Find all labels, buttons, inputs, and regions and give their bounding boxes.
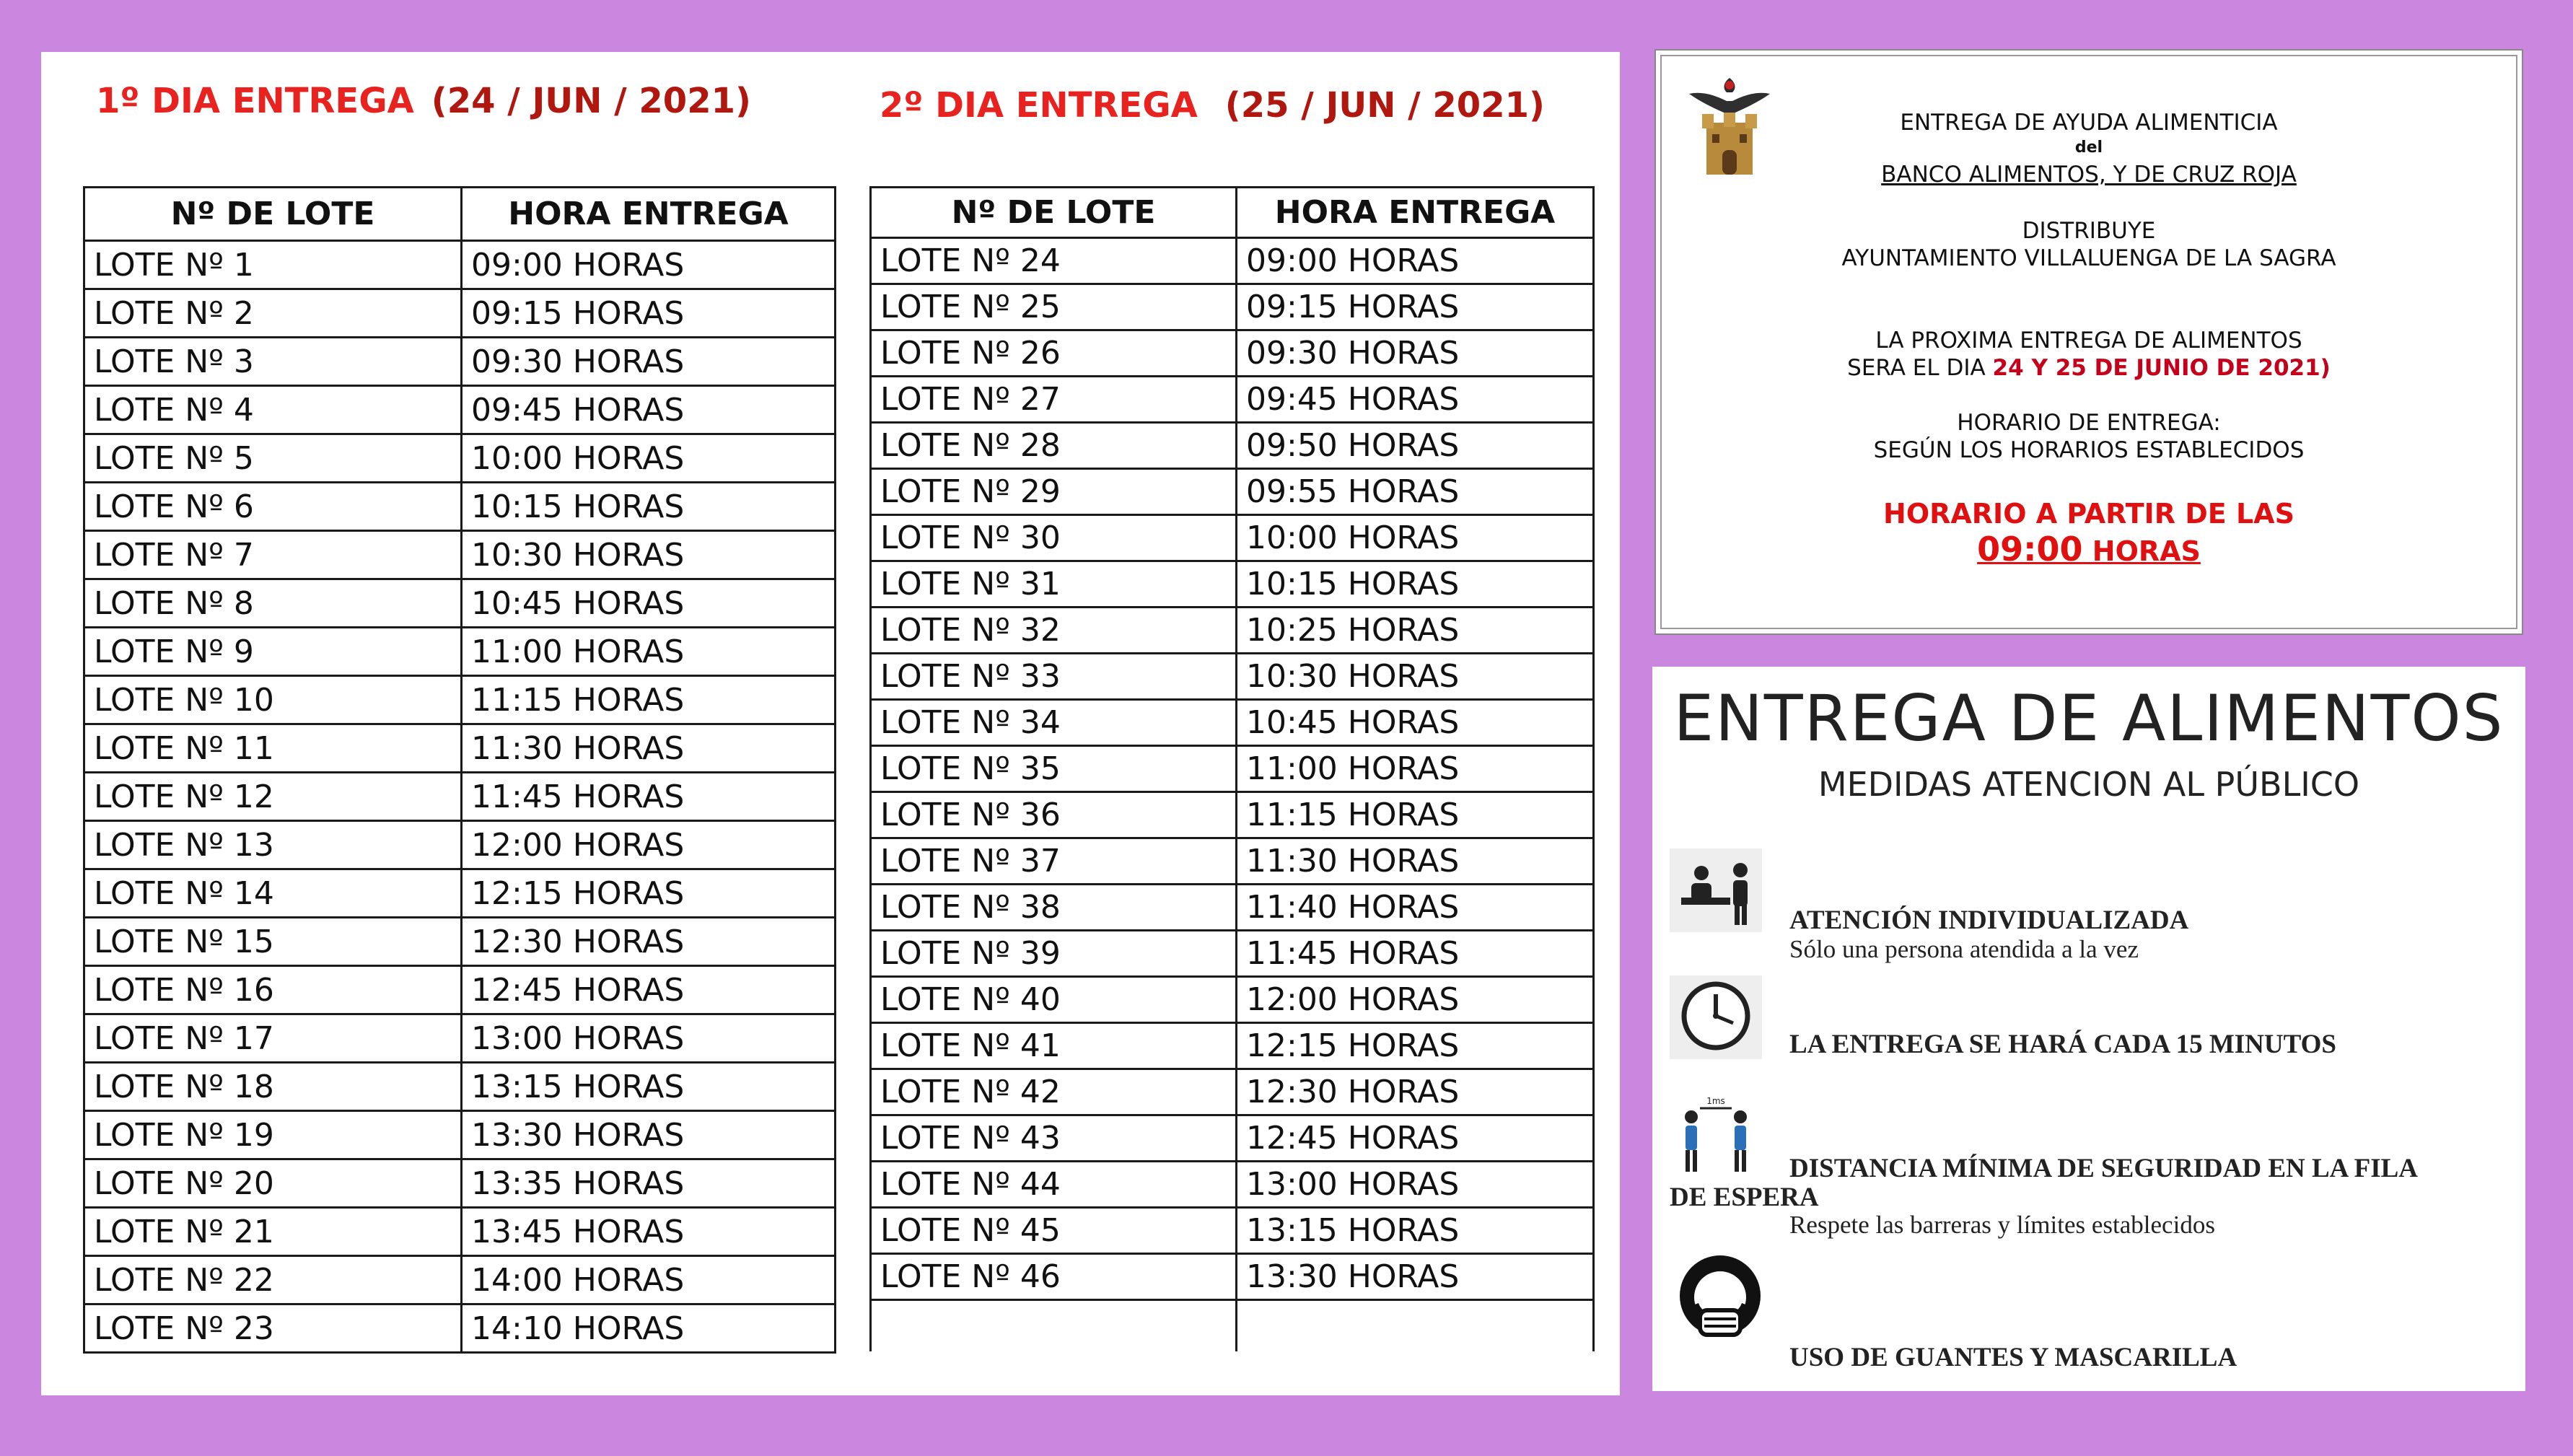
- table-row: [871, 515, 1594, 561]
- lote-cell: LOTE Nº 30: [871, 515, 1237, 561]
- lote-cell: LOTE Nº 35: [871, 746, 1237, 792]
- table-row: [84, 966, 836, 1014]
- clock-icon: [1670, 975, 1762, 1059]
- day1-schedule-table: [83, 186, 836, 1354]
- hora-cell: 13:00 HORAS: [1237, 1162, 1594, 1208]
- table-row: [84, 773, 836, 821]
- table-row: [871, 792, 1594, 838]
- column-header-lote: Nº DE LOTE: [84, 188, 462, 241]
- hora-cell: 10:45 HORAS: [1237, 700, 1594, 746]
- hora-cell: 12:15 HORAS: [462, 869, 836, 918]
- lote-cell: LOTE Nº 34: [871, 700, 1237, 746]
- hora-cell: 10:30 HORAS: [1237, 654, 1594, 700]
- lote-cell: LOTE Nº 15: [84, 918, 462, 966]
- hora-cell: 10:15 HORAS: [1237, 561, 1594, 608]
- table-row: [871, 838, 1594, 885]
- notice-line-11: [1656, 530, 2522, 569]
- notice-line-3: BANCO ALIMENTOS, Y DE CRUZ ROJA: [1881, 162, 2297, 188]
- hora-cell: 12:45 HORAS: [462, 966, 836, 1014]
- hora-cell: 10:00 HORAS: [462, 434, 836, 483]
- hora-cell: 09:55 HORAS: [1237, 469, 1594, 515]
- hora-cell: 09:30 HORAS: [462, 338, 836, 386]
- lote-cell: LOTE Nº 10: [84, 676, 462, 724]
- hora-cell: 09:00 HORAS: [462, 241, 836, 289]
- hora-cell: 11:40 HORAS: [1237, 885, 1594, 931]
- day1-heading: [96, 81, 751, 121]
- table-row: [871, 885, 1594, 931]
- hora-cell: 12:30 HORAS: [462, 918, 836, 966]
- table-row: [84, 579, 836, 628]
- empty-table-row: [871, 1300, 1594, 1352]
- lote-cell: LOTE Nº 18: [84, 1063, 462, 1111]
- lote-cell: LOTE Nº 36: [871, 792, 1237, 838]
- notice-dates: 24 Y 25 DE JUNIO DE 2021): [1992, 355, 2331, 381]
- lote-cell: LOTE Nº 1: [84, 241, 462, 289]
- day1-date: (24 / JUN / 2021): [431, 81, 751, 121]
- face-mask-icon: [1670, 1250, 1771, 1351]
- hora-cell: 11:45 HORAS: [1237, 931, 1594, 977]
- table-row: [84, 483, 836, 531]
- hora-cell: 09:30 HORAS: [1237, 330, 1594, 377]
- table-row: [84, 1063, 836, 1111]
- hora-cell: 12:00 HORAS: [462, 821, 836, 869]
- lote-cell: LOTE Nº 6: [84, 483, 462, 531]
- lote-cell: LOTE Nº 46: [871, 1254, 1237, 1300]
- table-row: [84, 338, 836, 386]
- lote-cell: LOTE Nº 27: [871, 377, 1237, 423]
- hora-cell: 13:15 HORAS: [1237, 1208, 1594, 1254]
- table-row: [871, 1208, 1594, 1254]
- lote-cell: LOTE Nº 40: [871, 977, 1237, 1023]
- delivery-notice: [1654, 49, 2523, 635]
- table-row: [871, 238, 1594, 284]
- hora-cell: 11:00 HORAS: [462, 628, 836, 676]
- measure-1-heading: ATENCIÓN INDIVIDUALIZADA: [1789, 905, 2189, 935]
- lote-cell: LOTE Nº 23: [84, 1304, 462, 1353]
- table-row: [871, 931, 1594, 977]
- lote-cell: LOTE Nº 19: [84, 1111, 462, 1159]
- lote-cell: LOTE Nº 5: [84, 434, 462, 483]
- lote-cell: LOTE Nº 41: [871, 1023, 1237, 1069]
- notice-line-10: HORARIO A PARTIR DE LAS: [1883, 498, 2294, 530]
- hora-cell: 11:30 HORAS: [462, 724, 836, 773]
- lote-cell: LOTE Nº 16: [84, 966, 462, 1014]
- table-row: [871, 469, 1594, 515]
- table-row: [84, 676, 836, 724]
- measure-3-heading: DISTANCIA MÍNIMA DE SEGURIDAD EN LA FILA: [1789, 1154, 2418, 1183]
- table-row: [871, 423, 1594, 469]
- table-row: [871, 330, 1594, 377]
- hora-cell: 09:15 HORAS: [462, 289, 836, 338]
- day2-heading: [880, 85, 1545, 126]
- table-row: [871, 654, 1594, 700]
- table-row: [871, 284, 1594, 330]
- table-row: [84, 724, 836, 773]
- notice-horas: HORAS: [2082, 535, 2201, 567]
- lote-cell: LOTE Nº 39: [871, 931, 1237, 977]
- lote-cell: LOTE Nº 45: [871, 1208, 1237, 1254]
- table-row: [84, 628, 836, 676]
- table-row: [871, 1069, 1594, 1115]
- table-row: [871, 561, 1594, 608]
- lote-cell: LOTE Nº 38: [871, 885, 1237, 931]
- table-row: [84, 289, 836, 338]
- lote-cell: LOTE Nº 14: [84, 869, 462, 918]
- lote-cell: LOTE Nº 24: [871, 238, 1237, 284]
- table-row: [84, 918, 836, 966]
- hora-cell: 09:50 HORAS: [1237, 423, 1594, 469]
- notice-line-9: SEGÚN LOS HORARIOS ESTABLECIDOS: [1873, 437, 2305, 463]
- table-row: [84, 386, 836, 434]
- hora-cell: 11:15 HORAS: [462, 676, 836, 724]
- notice-line-8: HORARIO DE ENTREGA:: [1957, 410, 2221, 436]
- hora-cell: 13:15 HORAS: [462, 1063, 836, 1111]
- hora-cell: 12:45 HORAS: [1237, 1115, 1594, 1162]
- lote-cell: LOTE Nº 25: [871, 284, 1237, 330]
- lote-cell: LOTE Nº 17: [84, 1014, 462, 1063]
- measure-3-desc: Respete las barreras y límites establecidos: [1789, 1211, 2215, 1239]
- table-row: [84, 821, 836, 869]
- hora-cell: 11:45 HORAS: [462, 773, 836, 821]
- empty-cell: [871, 1300, 1237, 1352]
- hora-cell: 11:30 HORAS: [1237, 838, 1594, 885]
- table-row: [871, 977, 1594, 1023]
- column-header-hora: HORA ENTREGA: [462, 188, 836, 241]
- notice-line-2: del: [2074, 139, 2103, 157]
- distance-label: 1ms: [1706, 1096, 1725, 1106]
- hora-cell: 09:00 HORAS: [1237, 238, 1594, 284]
- measures-panel: [1652, 667, 2525, 1391]
- measure-3-heading-cont: DE ESPERA: [1670, 1183, 1819, 1212]
- lote-cell: LOTE Nº 7: [84, 531, 462, 579]
- hora-cell: 13:30 HORAS: [462, 1111, 836, 1159]
- lote-cell: LOTE Nº 13: [84, 821, 462, 869]
- notice-line-4: DISTRIBUYE: [2022, 218, 2156, 244]
- measure-2-heading: LA ENTREGA SE HARÁ CADA 15 MINUTOS: [1789, 1030, 2336, 1059]
- hora-cell: 13:35 HORAS: [462, 1159, 836, 1208]
- hora-cell: 09:45 HORAS: [462, 386, 836, 434]
- hora-cell: 11:00 HORAS: [1237, 746, 1594, 792]
- day2-schedule-table: [869, 186, 1595, 1351]
- lote-cell: LOTE Nº 21: [84, 1208, 462, 1256]
- day2-date: (25 / JUN / 2021): [1224, 85, 1545, 126]
- notice-line-1: ENTREGA DE AYUDA ALIMENTICIA: [1900, 110, 2278, 136]
- table-row: [871, 1023, 1594, 1069]
- hora-cell: 10:25 HORAS: [1237, 608, 1594, 654]
- measures-subtitle: MEDIDAS ATENCION AL PÚBLICO: [1818, 765, 2360, 804]
- table-row: [84, 1159, 836, 1208]
- hora-cell: 10:00 HORAS: [1237, 515, 1594, 561]
- empty-cell: [1237, 1300, 1594, 1352]
- hora-cell: 13:30 HORAS: [1237, 1254, 1594, 1300]
- lote-cell: LOTE Nº 37: [871, 838, 1237, 885]
- hora-cell: 10:30 HORAS: [462, 531, 836, 579]
- lote-cell: LOTE Nº 3: [84, 338, 462, 386]
- lote-cell: LOTE Nº 42: [871, 1069, 1237, 1115]
- lote-cell: LOTE Nº 28: [871, 423, 1237, 469]
- lote-cell: LOTE Nº 9: [84, 628, 462, 676]
- hora-cell: 12:15 HORAS: [1237, 1023, 1594, 1069]
- hora-cell: 09:45 HORAS: [1237, 377, 1594, 423]
- measure-4-heading: USO DE GUANTES Y MASCARILLA: [1789, 1343, 2237, 1372]
- lote-cell: LOTE Nº 11: [84, 724, 462, 773]
- schedule-panel: [41, 52, 1620, 1395]
- table-row: [84, 1014, 836, 1063]
- table-row: [84, 434, 836, 483]
- lote-cell: LOTE Nº 4: [84, 386, 462, 434]
- lote-cell: LOTE Nº 26: [871, 330, 1237, 377]
- hora-cell: 14:00 HORAS: [462, 1256, 836, 1304]
- column-header-lote: Nº DE LOTE: [871, 188, 1237, 238]
- service-desk-icon: [1670, 848, 1762, 932]
- table-row: [871, 608, 1594, 654]
- hora-cell: 12:00 HORAS: [1237, 977, 1594, 1023]
- table-row: [84, 241, 836, 289]
- hora-cell: 12:30 HORAS: [1237, 1069, 1594, 1115]
- lote-cell: LOTE Nº 22: [84, 1256, 462, 1304]
- hora-cell: 13:45 HORAS: [462, 1208, 836, 1256]
- lote-cell: LOTE Nº 32: [871, 608, 1237, 654]
- notice-line-6: LA PROXIMA ENTREGA DE ALIMENTOS: [1875, 328, 2302, 354]
- lote-cell: LOTE Nº 44: [871, 1162, 1237, 1208]
- measures-title: ENTREGA DE ALIMENTOS: [1673, 681, 2504, 755]
- measure-1-desc: Sólo una persona atendida a la vez: [1789, 935, 2139, 963]
- notice-line-5: AYUNTAMIENTO VILLALUENGA DE LA SAGRA: [1841, 245, 2336, 271]
- lote-cell: LOTE Nº 20: [84, 1159, 462, 1208]
- table-row: [84, 1304, 836, 1353]
- day1-label: 1º DIA ENTREGA: [96, 81, 414, 121]
- lote-cell: LOTE Nº 33: [871, 654, 1237, 700]
- lote-cell: LOTE Nº 31: [871, 561, 1237, 608]
- table-row: [871, 1254, 1594, 1300]
- hora-cell: 10:45 HORAS: [462, 579, 836, 628]
- hora-cell: 09:15 HORAS: [1237, 284, 1594, 330]
- table-row: [84, 1208, 836, 1256]
- lote-cell: LOTE Nº 2: [84, 289, 462, 338]
- table-row: [84, 1111, 836, 1159]
- table-row: [871, 1162, 1594, 1208]
- column-header-hora: HORA ENTREGA: [1237, 188, 1594, 238]
- table-row: [871, 1115, 1594, 1162]
- lote-cell: LOTE Nº 43: [871, 1115, 1237, 1162]
- lote-cell: LOTE Nº 29: [871, 469, 1237, 515]
- table-row: [84, 1256, 836, 1304]
- social-distance-icon: [1670, 1095, 1762, 1179]
- notice-line-7a: SERA EL DIA: [1847, 355, 1993, 381]
- lote-cell: LOTE Nº 12: [84, 773, 462, 821]
- notice-line-7: [1656, 355, 2522, 381]
- table-row: [871, 746, 1594, 792]
- table-row: [84, 531, 836, 579]
- table-row: [871, 700, 1594, 746]
- hora-cell: 10:15 HORAS: [462, 483, 836, 531]
- table-row: [84, 869, 836, 918]
- day2-label: 2º DIA ENTREGA: [880, 85, 1198, 126]
- lote-cell: LOTE Nº 8: [84, 579, 462, 628]
- hora-cell: 13:00 HORAS: [462, 1014, 836, 1063]
- notice-start-time: 09:00: [1977, 530, 2083, 569]
- hora-cell: 14:10 HORAS: [462, 1304, 836, 1353]
- table-row: [871, 377, 1594, 423]
- hora-cell: 11:15 HORAS: [1237, 792, 1594, 838]
